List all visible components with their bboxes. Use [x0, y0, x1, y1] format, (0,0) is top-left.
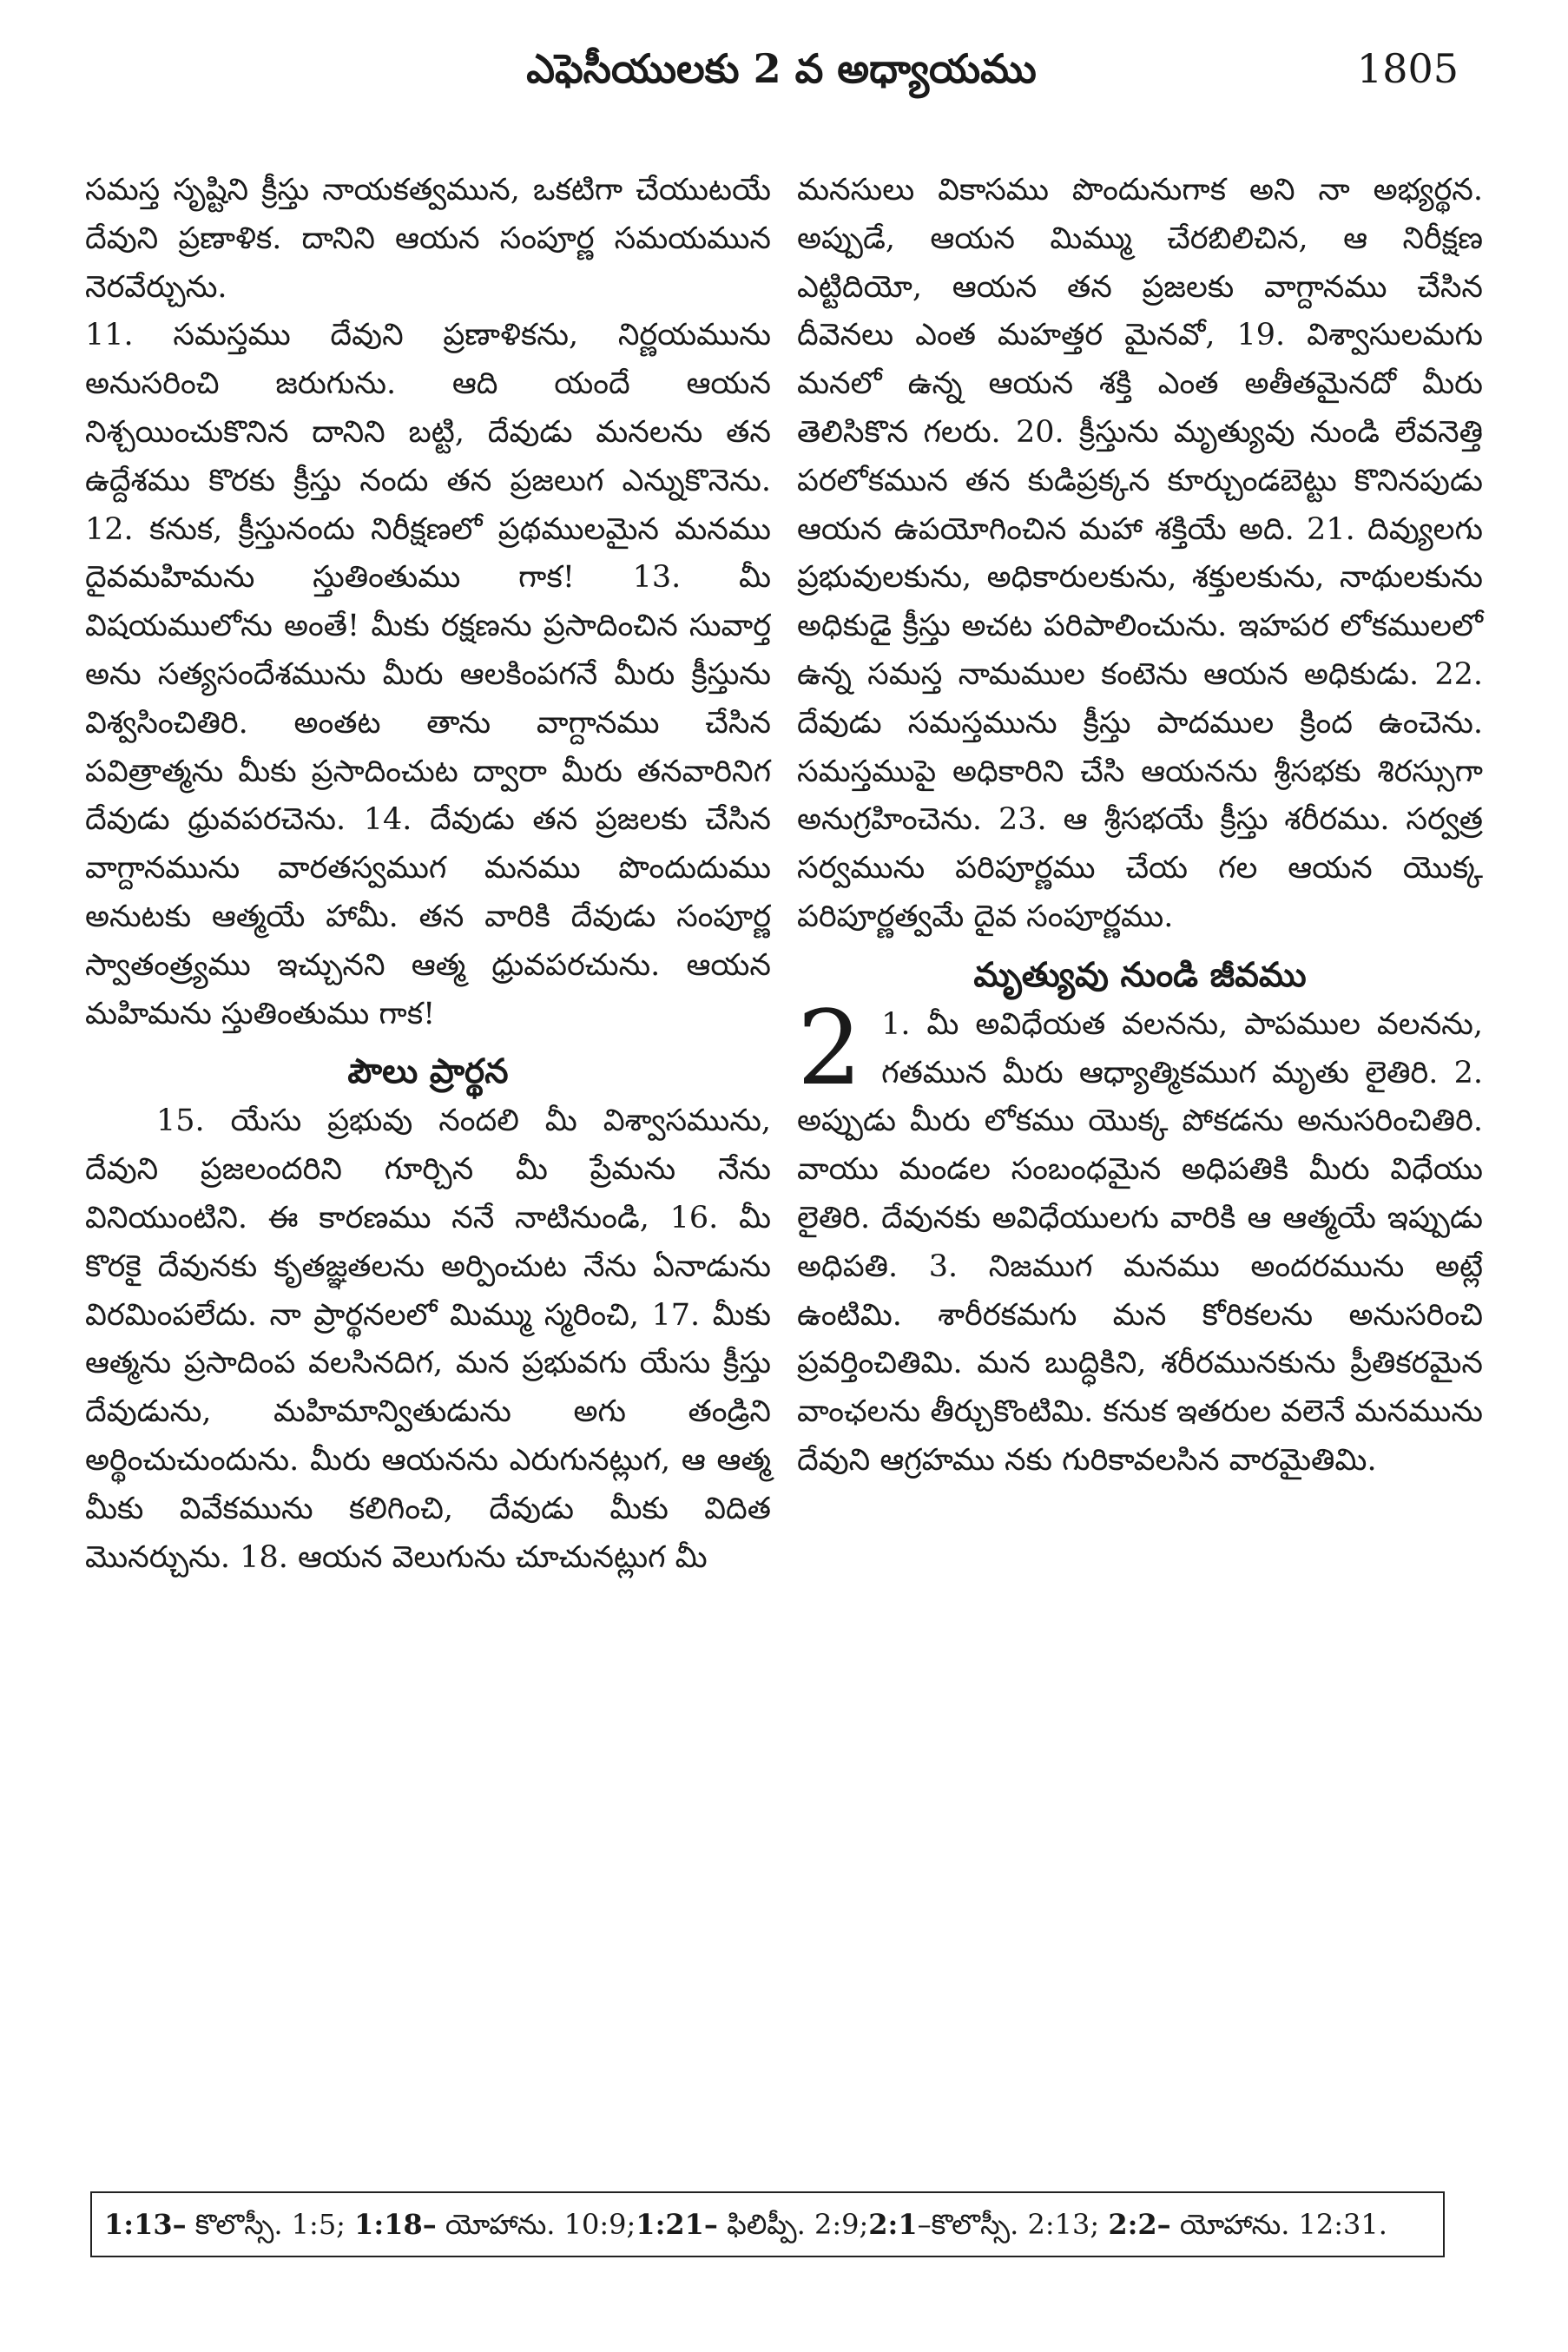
- footnote-text: –కొలొస్సీ. 2:13;: [917, 2208, 1109, 2241]
- paragraph: సమస్త సృష్టిని క్రీస్తు నాయకత్వమున, ఒకటిగా చేయుటయే దేవుని ప్రణాళిక. దానిని ఆయన సంపూర్ణ సమయమున నెరవేర్చును.: [85, 173, 771, 305]
- footnote-text: యోహాను. 12:31.: [1170, 2208, 1387, 2241]
- footnote-ref: 1:13–: [104, 2208, 187, 2241]
- footnote-ref: 1:18–: [354, 2208, 437, 2241]
- footnote-text: ఫిలిప్పీ. 2:9;: [717, 2208, 869, 2241]
- cross-reference-box: [90, 2191, 1445, 2257]
- paragraph: 15. యేసు ప్రభువు నందలి మీ విశ్వాసమును, దేవుని ప్రజలందరిని గూర్చిన మీ ప్రేమను నేను వినియుంటిని. ఈ కారణము ననే నాటినుండి, 16. మీ కొరకై దేవునకు కృతజ్ఞతలను అర్పించుట నేను ఏనాడును విరమింపలేదు. నా ప్రార్థనలలో మిమ్ము స్మరించి, 17. మీకు ఆత్మను ప్రసాదింప వలసినదిగ, మన ప్రభువగు యేసు క్రీస్తు దేవుడును, మహిమాన్వితుడును అగు తండ్రిని అర్థించుచుందును. మీరు ఆయనను ఎరుగునట్లుగ, ఆ ఆత్మ మీకు వివేకమును కలిగించి, దేవుడు మీకు విదిత మొనర్చును. 18. ఆయన వెలుగును చూచునట్లుగ మీ: [85, 1104, 771, 1575]
- page-number: 1805: [1356, 45, 1459, 92]
- paragraph: 1. మీ అవిధేయత వలనను, పాపముల వలనను, గతమున మీరు ఆధ్యాత్మికముగ మృతు లైతిరి. 2. అప్పుడు మీరు లోకము యొక్క పోకడను అనుసరించితిరి. వాయు మండల సంబంధమైన అధిపతికి మీరు విధేయు లైతిరి. దేవునకు అవిధేయులగు వారికి ఆ ఆత్మయే ఇప్పుడు అధిపతి. 3. నిజముగ మనము అందరమును అట్లే ఉంటిమి. శారీరకమగు మన కోరికలను అనుసరించి ప్రవర్తించితిమి. మన బుద్ధికిని, శరీరమునకును ప్రీతికరమైన వాంఛలను తీర్చుకొంటిమి. కనుక ఇతరుల వలెనే మనమును దేవుని ఆగ్రహము నకు గురికావలసిన వారమైతిమి.: [797, 1006, 1483, 1478]
- chapter-block: [797, 987, 1483, 1486]
- paragraph: 11. సమస్తము దేవుని ప్రణాళికను, నిర్ణయమును అనుసరించి జరుగును. ఆది యందే ఆయన నిశ్చయించుకొనిన దానిని బట్టి, దేవుడు మనలను తన ఉద్దేశము కొరకు క్రీస్తు నందు తన ప్రజలుగ ఎన్నుకొనెను. 12. కనుక, క్రీస్తునందు నిరీక్షణలో ప్రథములమైన మనము దైవమహిమను స్తుతింతుము గాక! 13. మీ విషయములోను అంతే! మీకు రక్షణను ప్రసాదించిన సువార్త అను సత్యసందేశమును మీరు ఆలకింపగనే మీరు క్రీస్తును విశ్వసించితిరి. అంతట తాను వాగ్దానము చేసిన పవిత్రాత్మను మీకు ప్రసాదించుట ద్వారా మీరు తనవారినిగ దేవుడు ధ్రువపరచెను. 14. దేవుడు తన ప్రజలకు చేసిన వాగ్దానమును వారతస్వముగ మనము పొందుదుము అనుటకు ఆత్మయే హామీ. తన వారికి దేవుడు సంపూర్ణ స్వాతంత్ర్యము ఇచ్చునని ఆత్మ ధ్రువపరచును. ఆయన మహిమను స్తుతింతుము గాక!: [85, 318, 771, 1031]
- footnote-ref: 2:2–: [1108, 2208, 1171, 2241]
- paragraph: మనసులు వికాసము పొందునుగాక అని నా అభ్యర్థన. అప్పుడే, ఆయన మిమ్ము చేరబిలిచిన, ఆ నిరీక్షణ ఎట్టిదియో, ఆయన తన ప్రజలకు వాగ్దానము చేసిన దీవెనలు ఎంత మహత్తర మైనవో, 19. విశ్వాసులమగు మనలో ఉన్న ఆయన శక్తి ఎంత అతీతమైనదో మీరు తెలిసికొన గలరు. 20. క్రీస్తును మృత్యువు నుండి లేవనెత్తి పరలోకమున తన కుడిప్రక్కన కూర్చుండబెట్టు కొనినపుడు ఆయన ఉపయోగించిన మహా శక్తియే అది. 21. దివ్యులగు ప్రభువులకును, అధికారులకును, శక్తులకును, నాథులకును అధికుడై క్రీస్తు అచట పరిపాలించును. ఇహపర లోకములలో ఉన్న సమస్త నామముల కంటెను ఆయన అధికుడు. 22. దేవుడు సమస్తమును క్రీస్తు పాదముల క్రింద ఉంచెను. సమస్తముపై అధికారిని చేసి ఆయనను శ్రీసభకు శిరస్సుగా అనుగ్రహించెను. 23. ఆ శ్రీసభయే క్రీస్తు శరీరము. సర్వత్ర సర్వమును పరిపూర్ణము చేయ గల ఆయన యొక్క పరిపూర్ణత్వమే దైవ సంపూర్ణము.: [797, 173, 1483, 934]
- section-heading: మృత్యువు నుండి జీవము: [973, 954, 1307, 995]
- left-column: [85, 167, 771, 1582]
- footnote-text: కొలొస్సీ. 1:5;: [186, 2208, 355, 2241]
- footnote-ref: 2:1: [868, 2208, 918, 2241]
- page-title: ఎఫెసీయులకు 2 వ అధ్యాయము: [526, 45, 1037, 92]
- chapter-number: 2: [797, 987, 863, 1108]
- section-heading: పౌలు ప్రార్థన: [347, 1051, 509, 1092]
- footnote-ref: 1:21–: [636, 2208, 718, 2241]
- footnote-text: యోహాను. 10:9;: [436, 2208, 636, 2241]
- right-column: [797, 167, 1483, 1486]
